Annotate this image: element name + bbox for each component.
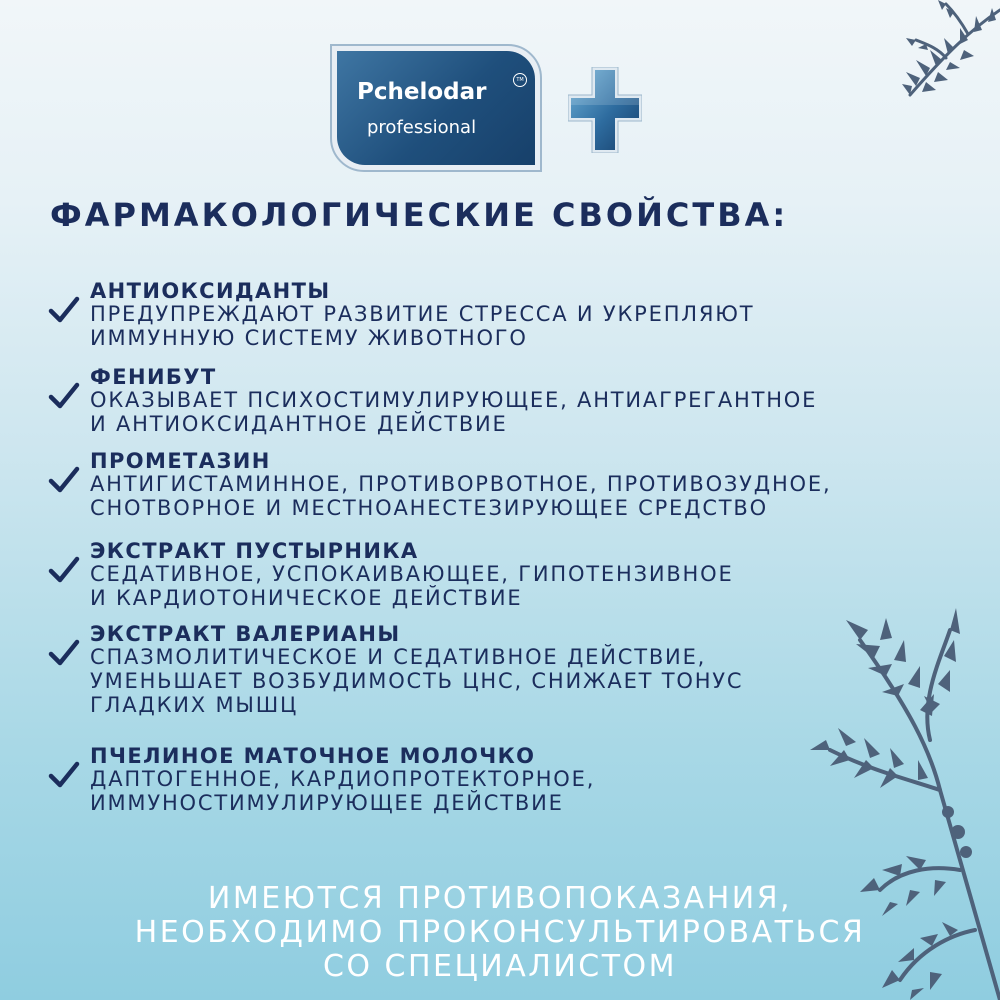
property-name: ЭКСТРАКТ ПУСТЫРНИКА [90,539,419,563]
property-description [90,472,831,520]
property-name: ФЕНИБУТ [90,365,217,389]
property-description-line: АНТИГИСТАМИННОЕ, ПРОТИВОРВОТНОЕ, ПРОТИВОЗУДНОЕ, [90,472,832,496]
brand-subtitle: professional [367,117,477,138]
brand-logo-badge [337,51,535,165]
property-description [90,645,743,717]
property-name: ЭКСТРАКТ ВАЛЕРИАНЫ [90,622,401,646]
property-description-line: И КАРДИОТОНИЧЕСКОЕ ДЕЙСТВИЕ [90,586,523,610]
property-description-line: И АНТИОКСИДАНТНОЕ ДЕЙСТВИЕ [90,412,508,436]
property-description [90,562,734,610]
checkmark-icon [48,465,80,497]
checkmark-icon [48,760,80,792]
property-description [90,302,754,350]
property-description-line: ИММУННУЮ СИСТЕМУ ЖИВОТНОГО [90,326,528,350]
property-description-line: СНОТВОРНОЕ И МЕСТНОАНЕСТЕЗИРУЮЩЕЕ СРЕДСТВО [90,496,768,520]
trademark-mark: TM [513,73,527,87]
warning-line: СО СПЕЦИАЛИСТОМ [322,949,678,984]
contraindications-warning [60,882,940,984]
property-description [90,767,595,815]
checkmark-icon [48,381,80,413]
property-name: ПЧЕЛИНОЕ МАТОЧНОЕ МОЛОЧКО [90,744,536,768]
property-description-line: ГЛАДКИХ МЫШЦ [90,693,299,717]
property-description-line: ДАПТОГЕННОЕ, КАРДИОПРОТЕКТОРНОЕ, [90,767,596,791]
page-title: ФАРМАКОЛОГИЧЕСКИЕ СВОЙСТВА: [50,196,789,234]
property-description-line: СПАЗМОЛИТИЧЕСКОЕ И СЕДАТИВНОЕ ДЕЙСТВИЕ, [90,645,707,669]
checkmark-icon [48,555,80,587]
brand-logo [330,44,542,172]
medical-cross-icon [568,67,642,153]
property-description-line: УМЕНЬШАЕТ ВОЗБУДИМОСТЬ ЦНС, СНИЖАЕТ ТОНУС [90,669,744,693]
property-description-line: СЕДАТИВНОЕ, УСПОКАИВАЮЩЕЕ, ГИПОТЕНЗИВНОЕ [90,562,734,586]
checkmark-icon [48,295,80,327]
property-description-line: ИММУНОСТИМУЛИРУЮЩЕЕ ДЕЙСТВИЕ [90,791,564,815]
warning-line: ИМЕЮТСЯ ПРОТИВОПОКАЗАНИЯ, [207,881,793,916]
property-description-line: ОКАЗЫВАЕТ ПСИХОСТИМУЛИРУЮЩЕЕ, АНТИАГРЕГАНТНОЕ [90,388,818,412]
property-name: ПРОМЕТАЗИН [90,449,271,473]
herb-sprig-top-icon [850,0,1000,110]
warning-line: НЕОБХОДИМО ПРОКОНСУЛЬТИРОВАТЬСЯ [134,915,866,950]
property-description-line: ПРЕДУПРЕЖДАЮТ РАЗВИТИЕ СТРЕССА И УКРЕПЛЯЮТ [90,302,755,326]
property-description [90,388,817,436]
property-name: АНТИОКСИДАНТЫ [90,279,331,303]
brand-name: Pchelodar [357,79,487,105]
checkmark-icon [48,638,80,670]
